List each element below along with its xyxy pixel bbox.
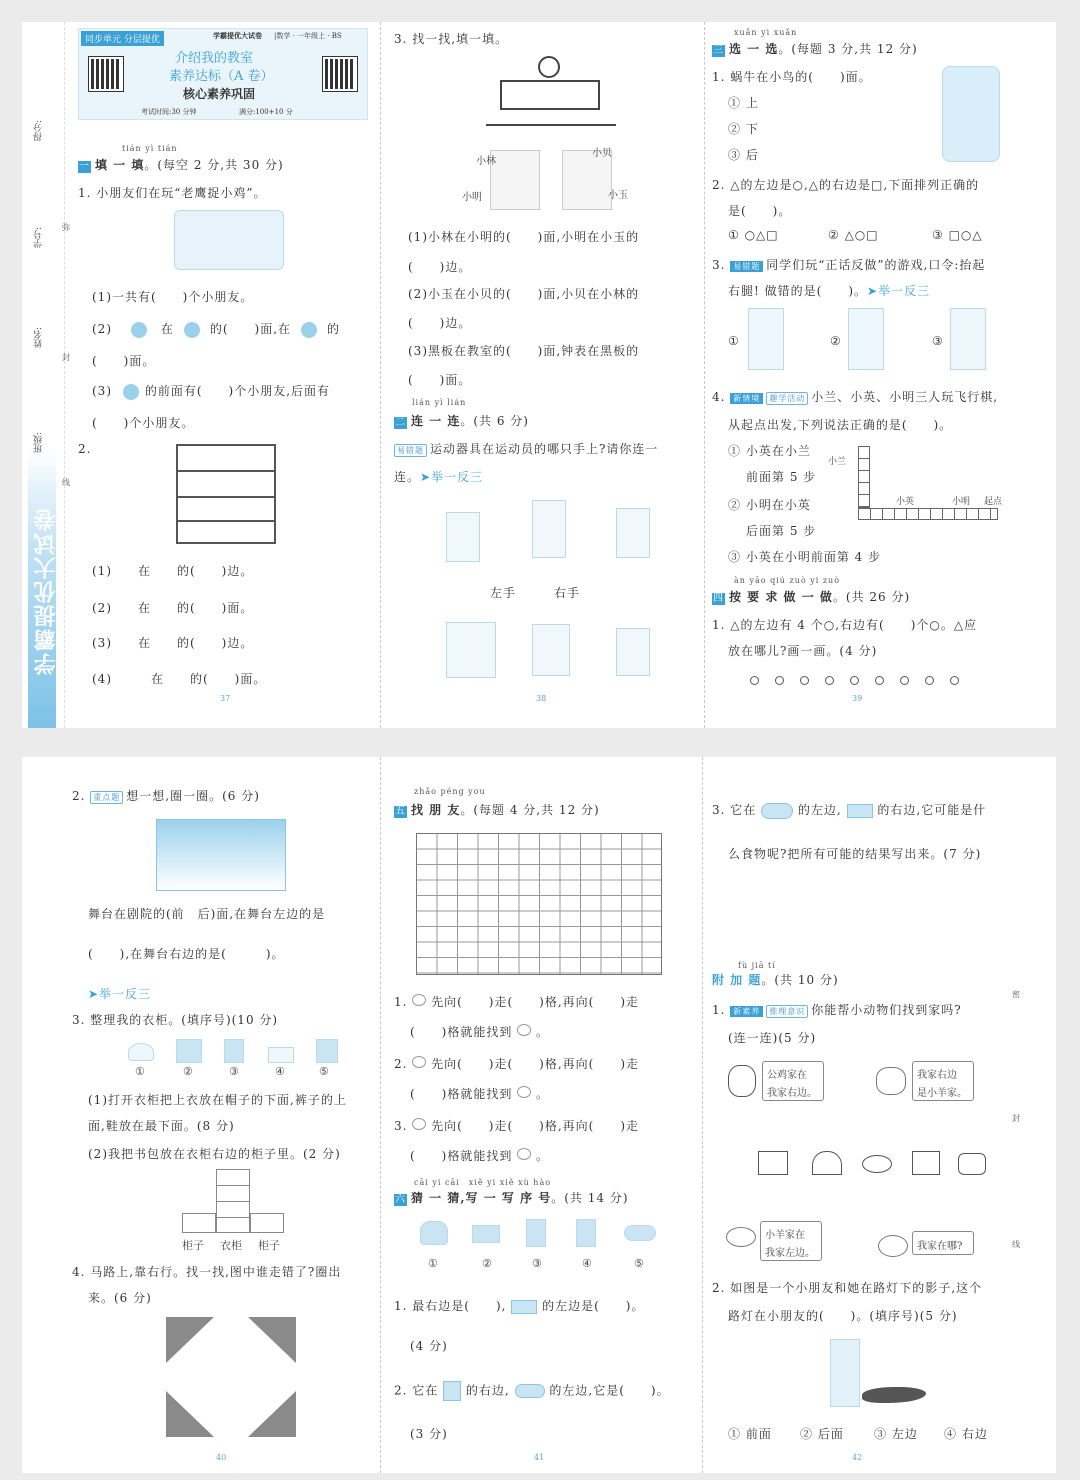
name-xiaoming: 小明 [462,192,482,203]
s3-q2-cont: 是( )。 [728,204,792,218]
s6-q1-score: (4 分) [410,1339,448,1353]
q1-text: 1. 小朋友们在玩“老鹰捉小鸡”。 [78,186,267,200]
board-label-xiaoying: 小英 [896,497,915,507]
section-3-heading: 三 选 一 选。(每题 3 分,共 12 分) [713,42,918,56]
page-number: 42 [852,1453,863,1462]
q3-title: 3. 找一找,填一填。 [394,32,509,46]
qr-code-right [323,57,357,91]
q3-1b: ( )边。 [408,260,472,274]
s3-q2-opt2: ② △○□ [828,228,879,242]
speech-bubble-3: 小羊家在 我家左边。 [760,1221,822,1261]
page-38 [390,22,695,728]
s3-q4-opt1: ① 小英在小兰 [728,444,811,458]
section-pinyin: tián yì tián [122,144,178,153]
p40-q4b: 来。(6 分) [88,1291,152,1305]
binding-strip [22,22,64,728]
s3-q1-opt2: ② 下 [728,122,759,136]
cupcake-icon [576,1219,596,1247]
page-number: 41 [534,1453,545,1462]
s3-q4-opt3: ③ 小英在小明前面第 4 步 [728,550,882,564]
s3-q1-opt3: ③ 后 [728,148,759,162]
s3-q1: 1. 蜗牛在小鸟的( )面。 [712,70,872,84]
s3-q4: 4. 新情境 趣学活动 小兰、小英、小明三人玩飞行棋, [712,390,999,404]
bonus-q2-opt1: ① 前面 [728,1427,772,1441]
q3-2b: ( )边。 [408,316,472,330]
board-label-xiaoming: 小明 [952,497,971,507]
jacket-icon [176,1039,202,1063]
s3-q3-cont: 右腿! 做错的是( )。➤举一反三 [728,284,931,298]
clothes-num-3: ③ [229,1065,239,1078]
s6-q2-score: (3 分) [410,1427,448,1441]
exam-time: 考试时间:30 分钟 [141,108,197,116]
food-num-1: ① [428,1257,438,1270]
s3-q4-opt1b: 前面第 5 步 [746,470,817,484]
p40-link[interactable]: ➤举一反三 [88,987,152,1001]
q3-2: (2)小玉在小贝的( )面,小贝在小林的 [408,287,640,301]
header-tag: 同步单元 分层提优 [81,31,164,46]
animal-icon [412,1056,426,1068]
header-title: 学霸提优大试卷 [213,31,262,40]
left-hand-label: 左手 [490,586,517,600]
q1-3: (3) 的前面有( )个小朋友,后面有 [92,384,331,398]
bonus-q2-opt3: ③ 左边 [874,1427,918,1441]
s3-q4-opt2b: 后面第 5 步 [746,524,817,538]
s4-q1-cont: 放在哪儿?画一画。(4 分) [728,644,878,658]
rooster-icon [876,1067,906,1095]
s3-q2-opt1: ① ○△□ [728,228,779,242]
backpack-icon [316,1039,338,1063]
crossroads-diagram [166,1317,296,1437]
section-6-pinyin: cāi yi cāi xiě yi xiě xù hào [414,1178,552,1187]
houses-row [758,1147,988,1177]
pants-icon [224,1039,244,1063]
girl-pose-3 [950,308,986,370]
q2-line-2: (2) 在 的( )面。 [92,601,254,615]
fries-icon [526,1219,546,1247]
s3-q3-opt3: ③ [932,334,944,348]
sandwich-icon [511,1300,537,1314]
barn-icon [812,1151,842,1175]
girl-pose-2 [848,308,884,370]
header-banner [78,28,368,120]
q3-1: (1)小林在小明的( )面,小明在小玉的 [408,230,640,244]
bonus-q1: 1. 新素养 推理意识 你能帮小动物们找到家吗? [712,1003,962,1017]
s5-q3-cont: ( )格就能找到 。 [410,1149,550,1163]
margin-label-name: 姓名: [34,327,44,349]
section-4-pinyin: àn yāo qiú zuò yi zuò [734,576,841,585]
clothes-num-5: ⑤ [319,1065,329,1078]
s5-q2-cont: ( )格就能找到 。 [410,1087,550,1101]
bird-snail-illustration [942,66,1000,162]
q3-3: (3)黑板在教室的( )面,钟表在黑板的 [408,344,640,358]
clothes-num-1: ① [135,1065,145,1078]
section-2-pinyin: lián yì lián [412,398,467,407]
seal-mark-3: 线 [1012,1240,1021,1249]
exam-score: 满分:100+10 分 [239,108,293,116]
nest-icon [862,1155,892,1173]
athlete-4 [446,622,496,678]
clock-icon [538,56,560,78]
clothes-num-4: ④ [275,1065,285,1078]
animal-icon [412,994,426,1006]
grid-map [416,833,662,975]
right-hand-label: 右手 [554,586,581,600]
page-number: 37 [220,694,231,703]
s3-q2-opt3: ③ □○△ [932,228,983,242]
classroom-kids-left [490,150,540,210]
margin-label-score: 得分: [34,120,44,142]
s5-q1-cont: ( )格就能找到 。 [410,1025,550,1039]
girl-with-shadow [830,1339,860,1407]
bonus-heading: 附 加 题。(共 10 分) [712,973,839,987]
hotdog-icon [624,1225,656,1241]
section-3-pinyin: xuǎn yi xuǎn [734,28,798,37]
name-xiaobei: 小贝 [592,148,612,159]
p40-q4: 4. 马路上,靠右行。找一找,图中谁走错了?圈出 [72,1265,342,1279]
q1-3-cont: ( )个小朋友。 [92,416,195,430]
animal-icon [517,1024,531,1036]
sandwich-icon [847,804,873,818]
s5-q3: 3. 先向( )走( )格,再向( )走 [394,1119,640,1133]
house-icon [758,1151,788,1175]
athlete-2 [532,500,566,558]
page-40 [72,757,377,1473]
animal-icon [517,1086,531,1098]
circle-row [750,670,975,689]
girl-pose-1 [748,308,784,370]
section-1-heading: 一 填 一 填。(每空 2 分,共 30 分) [79,158,284,172]
food-num-4: ④ [582,1257,592,1270]
food-num-2: ② [482,1257,492,1270]
athlete-6 [616,628,650,676]
page-37 [74,22,379,728]
name-xiaoyu: 小玉 [608,190,628,201]
q2-line-3: (3) 在 的( )边。 [92,636,254,650]
p40-q3-1: (1)打开衣柜把上衣放在帽子的下面,裤子的上 [88,1093,347,1107]
q2-label: 2. [78,442,92,456]
s3-q1-opt1: ① 上 [728,96,759,110]
desk-line [486,124,616,126]
s6-q2: 2. 它在 的右边, 的左边,它是( )。 [394,1381,670,1401]
bonus-q2-cont: 路灯在小朋友的( )。(填序号)(5 分) [728,1309,958,1323]
sheep-icon [878,1235,908,1257]
speech-bubble-4: 我家在哪? [912,1231,974,1255]
q3-3b: ( )面。 [408,373,472,387]
s3-q3-opt1: ① [728,334,740,348]
bonus-q1-cont: (连一连)(5 分) [728,1031,817,1045]
flight-chess-board [828,446,1003,520]
s3-q2: 2. △的左边是○,△的右边是□,下面排列正确的 [712,178,980,192]
child-face-icon [123,384,139,400]
q2-line-4: (4) 在 的( )面。 [92,672,267,686]
banner-line2: 素养达标（A 卷） [169,69,274,84]
header-meta: |数学 · 一年级上 · BS [274,32,342,40]
bonus-q2-opt2: ② 后面 [800,1427,844,1441]
page-number: 40 [216,1453,227,1462]
section-6-heading: 六 猜 一 猜,写 一 写 序 号。(共 14 分) [395,1191,629,1205]
section-2-heading: 二 连 一 连。(共 6 分) [395,414,529,428]
shelf-illustration [176,444,276,544]
burger-icon [420,1221,448,1245]
hotdog-icon [515,1384,545,1398]
p42-q3-cont: 么食物呢?把所有可能的结果写出来。(7 分) [728,847,982,861]
shadow-shape [862,1387,926,1403]
q1-2: (2) 在 的( )面,在 的 [92,322,341,336]
shoes-icon [268,1047,294,1063]
p40-q3: 3. 整理我的衣柜。(填序号)(10 分) [72,1013,279,1027]
page-39 [712,22,1012,728]
p40-q2: 2. 重点题 想一想,圈一圈。(6 分) [72,789,260,803]
section-2-question: 易错题 运动器具在运动员的哪只手上?请你连一 [394,440,658,457]
food-num-5: ⑤ [634,1257,644,1270]
animal-icon [517,1148,531,1160]
page-41 [390,757,695,1473]
athlete-1 [446,512,480,562]
p40-q3-1b: 面,鞋放在最下面。(8 分) [88,1119,235,1133]
margin-label-class: 班级: [34,432,44,454]
theater-stage-illustration [156,819,286,891]
doghouse-icon [912,1151,940,1175]
hotdog-icon [761,803,793,819]
s5-q1: 1. 先向( )走( )格,再向( )走 [394,995,640,1009]
child-face-icon [131,322,147,338]
cabinet-left-label: 柜子 [182,1239,204,1252]
athlete-5 [532,624,570,676]
page-42 [712,757,1012,1473]
exam-sheet-bottom [22,757,1056,1473]
hat-icon [128,1043,154,1061]
section-4-heading: 四 按 要 求 做 一 做。(共 26 分) [713,590,911,604]
exam-sheet-top: 得分: 学号: 姓名: 班级: 学霸提优大试卷 弥 封 线 同步单元 分层提优 学霸提优大试卷 |数学 · 一年级上 · BS 介绍我的教室 素养达标（A 卷） 核心素养巩固 考试时间:30 分钟 满分:100+10 分 tián yì tián 一 填 一 填。(每空 2 分,共 30 分) 1. 小朋友们在玩“老鹰捉小鸡”。 (1)一共有( )个小朋友。 (2) 在 的( )面,在 的 ( )面。 (3) 的前面有( )个小朋友,后面有 ( )个小朋友。 2. (1) 在 的( )边。 (2) 在 的( )面。 (3) 在 的( )边。 (4) 在 的( )面。 37 3. 找一找,填一填。 小林 小贝 小明 小玉 (1)小林在小明的( )面,小明在小玉的 ( )边。 (2)小玉在小贝的( )面,小贝在小林的 ( )边。 (3)黑板在教室的( )面,钟表在黑板的 ( )面。 lián yì lián 二 连 一 连。(共 6 分) 易错题 运动器具在运动员的哪只手上?请你连一 连。➤举一反三 左手 右手 38 xuǎn yi xuǎn 三 选 一 选。(每题 3 分,共 12 分) 1. 蜗牛在小鸟的( )面。 ① 上 ② 下 ③ 后 2. △的左边是○,△的右边是□,下面排列正确的 是( )。 ① ○△□ ② △○□ ③ □○△ 3. 易错题 同学们玩“正话反做”的游戏,口令:抬起 右腿! 做错的是( )。➤举一反三 ① ② ③ 4. 新情境 趣学活动 小兰、小英、小明三人玩飞行棋, 从起点出发,下列说法正确的是( )。 ① 小英在小兰 前面第 5 步 ② 小明在小英 后面第 5 步 ③ 小英在小明前面第 4 步 小兰 小英 小明 起点 àn yāo qiú zuò yi zuò 四 按 要 求 做 一 做。(共 26 分) 1. △的左边有 4 个○,右边有( )个○。△应 放在哪儿?画一画。(4 分) 39 [22,22,1056,728]
bonus-q2-opt4: ④ 右边 [944,1427,988,1441]
speech-bubble-2: 我家右边 是小羊家。 [912,1061,974,1101]
q1-1: (1)一共有( )个小朋友。 [92,290,254,304]
food-row [420,1219,660,1253]
banner-line1: 介绍我的教室 [175,51,254,66]
name-xiaolin: 小林 [476,156,496,167]
blackboard [500,80,600,110]
board-label-xiaolan: 小兰 [828,457,847,467]
p42-q3: 3. 它在 的左边, 的右边,它可能是什 [712,803,987,817]
animal-icon [412,1118,426,1130]
bird-icon [726,1227,756,1247]
p40-q2-l2: ( ),在舞台右边的是( )。 [88,947,285,961]
s3-q3-opt2: ② [830,334,842,348]
wardrobe-label: 衣柜 [220,1239,242,1252]
child-face-icon [184,322,200,338]
page-number: 39 [852,694,863,703]
s3-q4-opt2: ② 小明在小英 [728,498,811,512]
speech-bubble-1: 公鸡家在 我家右边。 [762,1061,824,1101]
p40-q2-l1: 舞台在剧院的(前 后)面,在舞台左边的是 [88,907,326,921]
clothes-num-2: ② [183,1065,193,1078]
child-face-icon [301,322,317,338]
banner-line3: 核心素养巩固 [183,87,256,101]
athlete-3 [616,508,650,558]
bonus-pinyin: fù jiā tí [738,961,776,970]
brand-vertical: 学霸提优大试卷 [33,507,59,675]
s5-q2: 2. 先向( )走( )格,再向( )走 [394,1057,640,1071]
s4-q1: 1. △的左边有 4 个○,右边有( )个○。△应 [712,618,978,632]
margin-label-id: 学号: [34,227,44,249]
seal-mark-2: 封 [1012,1114,1021,1123]
bonus-q2: 2. 如图是一个小朋友和她在路灯下的影子,这个 [712,1281,983,1295]
page-number: 38 [536,694,547,703]
s3-q3: 3. 易错题 同学们玩“正话反做”的游戏,口令:抬起 [712,258,986,272]
board-label-start: 起点 [984,497,1003,507]
seal-mark-1: 密 [1012,990,1021,999]
food-num-3: ③ [532,1257,542,1270]
section-5-heading: 五 找 朋 友。(每题 4 分,共 12 分) [395,803,600,817]
p40-q3-2: (2)我把书包放在衣柜右边的柜子里。(2 分) [88,1147,341,1161]
panda-icon [728,1065,756,1097]
section-5-pinyin: zhǎo péng you [414,787,486,796]
cabinet-right-label: 柜子 [258,1239,280,1252]
q1-2-cont: ( )面。 [92,354,156,368]
wardrobe-diagram [182,1169,282,1233]
sandwich-icon [472,1225,500,1243]
s6-q1: 1. 最右边是( ), 的左边是( )。 [394,1299,645,1313]
s3-q4-cont: 从起点出发,下列说法正确的是( )。 [728,418,953,432]
section-2-question-cont: 连。➤举一反三 [394,470,484,484]
classroom-kids-right [562,150,612,210]
qr-code-left [89,57,123,91]
q2-line-1: (1) 在 的( )边。 [92,564,254,578]
kids-game-illustration [174,210,284,270]
fries-icon [443,1381,461,1401]
hut-icon [958,1153,986,1175]
